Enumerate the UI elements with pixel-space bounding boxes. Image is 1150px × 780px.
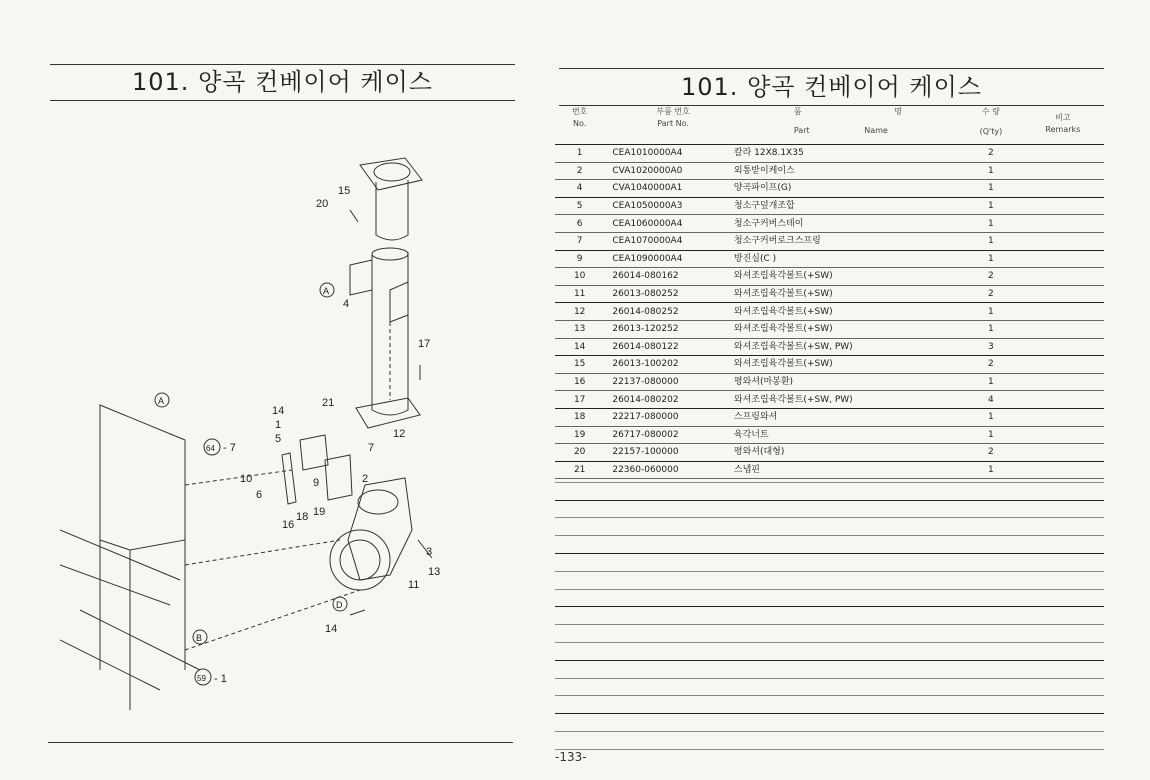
cell-qty: 2 bbox=[988, 289, 994, 300]
table-row bbox=[555, 162, 1104, 180]
blank-line bbox=[555, 679, 1104, 697]
cell-part-no: CEA1050000A3 bbox=[612, 201, 683, 212]
cell-no: 6 bbox=[576, 218, 583, 229]
blank-line bbox=[555, 607, 1104, 625]
cell-qty: 2 bbox=[988, 271, 994, 282]
callout-4: 4 bbox=[343, 298, 350, 310]
cell-no: 10 bbox=[573, 271, 586, 282]
blank-line bbox=[555, 536, 1104, 554]
cell-remarks bbox=[1022, 180, 1104, 198]
blank-line bbox=[555, 501, 1104, 519]
hopper-side bbox=[100, 405, 185, 710]
cell-qty: 1 bbox=[988, 218, 994, 229]
callout-21: 21 bbox=[322, 397, 335, 409]
left-page bbox=[0, 0, 560, 780]
cell-remarks bbox=[1022, 145, 1104, 163]
cell-part-name: 청소구덮개조합 bbox=[733, 201, 795, 212]
cell-part-no: 22217-080000 bbox=[612, 412, 679, 423]
cell-part-name: 와셔조립육각볼트(+SW) bbox=[733, 271, 833, 282]
cell-qty: 1 bbox=[988, 236, 994, 247]
cell-part-name: 스냅핀 bbox=[733, 464, 760, 475]
cell-no: 20 bbox=[573, 447, 586, 458]
cell-remarks bbox=[1022, 285, 1104, 303]
callout-64: 64 bbox=[206, 444, 215, 453]
cell-qty: 1 bbox=[988, 324, 994, 335]
blank-line bbox=[555, 732, 1104, 750]
callout-b: B bbox=[196, 633, 203, 643]
callout-10: 10 bbox=[240, 473, 253, 485]
cell-part-no: 26014-080202 bbox=[612, 394, 679, 405]
blank-line bbox=[555, 625, 1104, 643]
callout-14b: 14 bbox=[325, 623, 338, 635]
cell-part-name: 와셔조립육각볼트(+SW) bbox=[733, 306, 833, 317]
callout-7a: - 7 bbox=[223, 442, 236, 454]
case-opening bbox=[358, 490, 398, 514]
table-row bbox=[555, 373, 1104, 391]
callout-14a: 14 bbox=[272, 405, 285, 417]
main-pipe-shape bbox=[372, 252, 408, 415]
cell-remarks bbox=[1022, 320, 1104, 338]
callout-1: 1 bbox=[275, 419, 282, 431]
cell-no: 4 bbox=[576, 183, 583, 194]
callout-59: 59 bbox=[197, 674, 206, 683]
cell-remarks bbox=[1022, 356, 1104, 374]
callout-d: D bbox=[336, 600, 343, 610]
cell-part-name: 와셔조립육각볼트(+SW) bbox=[733, 289, 833, 300]
callout-18: 18 bbox=[296, 511, 309, 523]
cell-remarks bbox=[1022, 250, 1104, 268]
table-row bbox=[555, 145, 1104, 163]
callout-1b: - 1 bbox=[214, 673, 227, 685]
cell-part-name: 스프링와셔 bbox=[733, 412, 778, 423]
callout-6: 6 bbox=[256, 489, 263, 501]
exploded-parts-diagram bbox=[60, 110, 510, 710]
table-row bbox=[555, 444, 1104, 462]
hopper-outline bbox=[100, 405, 185, 550]
cell-qty: 1 bbox=[988, 201, 994, 212]
cell-part-name: 칼라 12X8.1X35 bbox=[733, 148, 804, 159]
cell-no: 15 bbox=[573, 359, 586, 370]
right-page bbox=[555, 0, 1150, 780]
blank-line bbox=[555, 590, 1104, 608]
callout-17: 17 bbox=[418, 338, 431, 350]
table-row bbox=[555, 320, 1104, 338]
cell-remarks bbox=[1022, 215, 1104, 233]
cell-part-no: CVA1020000A0 bbox=[612, 165, 683, 176]
cell-qty: 2 bbox=[988, 447, 994, 458]
cell-qty: 1 bbox=[988, 377, 994, 388]
main-pipe-top bbox=[372, 248, 408, 260]
header-remarks: 비고 Remarks bbox=[1045, 113, 1081, 134]
blank-line bbox=[555, 714, 1104, 732]
case-round-inner bbox=[340, 540, 380, 580]
cover-part-5 bbox=[300, 435, 328, 470]
cell-qty: 1 bbox=[988, 253, 994, 264]
callout-3: 3 bbox=[426, 546, 433, 558]
seal-part-9 bbox=[325, 455, 352, 500]
table-row bbox=[555, 338, 1104, 356]
table-row bbox=[555, 180, 1104, 198]
parts-table bbox=[555, 106, 1104, 479]
cell-part-no: 26014-080252 bbox=[612, 306, 679, 317]
blank-line bbox=[555, 518, 1104, 536]
blank-line bbox=[555, 572, 1104, 590]
case-round-part bbox=[330, 530, 390, 590]
callout-2: 2 bbox=[362, 473, 369, 485]
callout-15: 15 bbox=[338, 185, 351, 197]
top-flange-opening bbox=[374, 163, 410, 181]
blank-line bbox=[555, 483, 1104, 501]
callout-9: 9 bbox=[313, 477, 320, 489]
cell-part-name: 양곡파이프(G) bbox=[733, 183, 792, 194]
header-part-name: 품 명 Part Name bbox=[793, 107, 902, 135]
cell-qty: 3 bbox=[988, 341, 994, 352]
cell-part-no: 26717-080002 bbox=[612, 429, 679, 440]
cell-remarks bbox=[1022, 197, 1104, 215]
cell-part-no: 26014-080122 bbox=[612, 341, 679, 352]
cell-part-no: CEA1060000A4 bbox=[612, 218, 683, 229]
cell-qty: 1 bbox=[988, 464, 994, 475]
table-row bbox=[555, 356, 1104, 374]
parts-table-header bbox=[555, 106, 1104, 145]
cell-qty: 1 bbox=[988, 306, 994, 317]
cell-no: 5 bbox=[576, 201, 583, 212]
cell-remarks bbox=[1022, 373, 1104, 391]
blank-ruled-lines bbox=[555, 465, 1104, 750]
cell-remarks bbox=[1022, 338, 1104, 356]
cell-part-no: 26013-100202 bbox=[612, 359, 679, 370]
left-bottom-rule bbox=[48, 742, 513, 743]
cell-part-no: 22360-060000 bbox=[612, 464, 679, 475]
cell-no: 18 bbox=[573, 412, 586, 423]
cell-part-no: CEA1070000A4 bbox=[612, 236, 683, 247]
diagram-page-title: 101. 양곡 컨베이어 케이스 bbox=[50, 64, 515, 101]
cell-remarks bbox=[1022, 232, 1104, 250]
table-row bbox=[555, 250, 1104, 268]
header-part-no: 부품 번호 Part No. bbox=[656, 107, 690, 128]
header-qty: 수 량 (Q'ty) bbox=[979, 107, 1003, 136]
cell-part-name: 외통받이케이스 bbox=[733, 165, 795, 176]
page-number: -133- bbox=[555, 750, 587, 764]
cell-part-no: 26013-080252 bbox=[612, 289, 679, 300]
cell-qty: 1 bbox=[988, 412, 994, 423]
cell-part-no: 26013-120252 bbox=[612, 324, 679, 335]
cell-part-no: 22137-080000 bbox=[612, 377, 679, 388]
callout-13: 13 bbox=[428, 566, 441, 578]
table-row bbox=[555, 197, 1104, 215]
parts-table-body bbox=[555, 145, 1104, 479]
callout-19: 19 bbox=[313, 506, 326, 518]
pipe-bracket-a bbox=[350, 260, 372, 295]
cell-no: 11 bbox=[573, 289, 586, 300]
blank-line bbox=[555, 696, 1104, 714]
cell-remarks bbox=[1022, 391, 1104, 409]
table-row bbox=[555, 285, 1104, 303]
cell-part-no: CEA1090000A4 bbox=[612, 253, 683, 264]
cell-qty: 1 bbox=[988, 183, 994, 194]
cell-no: 13 bbox=[573, 324, 586, 335]
cell-remarks bbox=[1022, 268, 1104, 286]
cell-no: 1 bbox=[576, 148, 583, 159]
table-row bbox=[555, 391, 1104, 409]
cell-remarks bbox=[1022, 426, 1104, 444]
cell-part-name: 와셔조립육각볼트(+SW, PW) bbox=[733, 394, 853, 405]
callout-5: 5 bbox=[275, 433, 282, 445]
cell-part-name: 평와셔(마봉환) bbox=[733, 377, 794, 388]
case-body-shape bbox=[348, 478, 412, 580]
blank-line bbox=[555, 465, 1104, 483]
cell-no: 9 bbox=[576, 253, 583, 264]
cell-no: 19 bbox=[573, 429, 586, 440]
cell-no: 12 bbox=[573, 306, 586, 317]
bolt-14 bbox=[350, 610, 365, 615]
cell-part-name: 와셔조립육각볼트(+SW) bbox=[733, 359, 833, 370]
cell-part-name: 와셔조립육각볼트(+SW) bbox=[733, 324, 833, 335]
cell-part-no: CVA1040000A1 bbox=[612, 183, 683, 194]
cell-qty: 2 bbox=[988, 359, 994, 370]
cell-part-no: 22157-100000 bbox=[612, 447, 679, 458]
callout-a-1: A bbox=[323, 286, 330, 296]
cell-remarks bbox=[1022, 162, 1104, 180]
blank-line bbox=[555, 661, 1104, 679]
cell-part-name: 육각너트 bbox=[733, 429, 769, 440]
parts-page-title: 101. 양곡 컨베이어 케이스 bbox=[559, 68, 1104, 106]
cell-part-no: CEA1010000A4 bbox=[612, 148, 683, 159]
callout-7b: 7 bbox=[368, 442, 375, 454]
cell-no: 7 bbox=[576, 236, 583, 247]
cell-part-name: 평와셔(대형) bbox=[733, 447, 785, 458]
cell-no: 2 bbox=[576, 165, 583, 176]
cell-remarks bbox=[1022, 408, 1104, 426]
cell-no: 21 bbox=[573, 464, 586, 475]
cell-qty: 1 bbox=[988, 429, 994, 440]
callout-12: 12 bbox=[393, 428, 406, 440]
cell-part-name: 방진실(C ) bbox=[733, 253, 777, 264]
table-row bbox=[555, 426, 1104, 444]
table-row bbox=[555, 232, 1104, 250]
cell-part-no: 26014-080162 bbox=[612, 271, 679, 282]
cell-qty: 1 bbox=[988, 165, 994, 176]
cell-qty: 4 bbox=[988, 394, 994, 405]
table-row bbox=[555, 303, 1104, 321]
table-row bbox=[555, 408, 1104, 426]
table-row bbox=[555, 215, 1104, 233]
stay-part-6 bbox=[282, 453, 296, 504]
pipe-bracket-b bbox=[390, 282, 408, 322]
blank-line bbox=[555, 554, 1104, 572]
callout-11: 11 bbox=[408, 579, 420, 591]
callout-a-2: A bbox=[158, 396, 165, 406]
cell-part-name: 청소구커버스테이 bbox=[733, 218, 804, 229]
blank-line bbox=[555, 643, 1104, 661]
header-no: 번호 No. bbox=[571, 107, 588, 128]
cell-part-name: 청소구커버로크스프링 bbox=[733, 236, 821, 247]
callout-20: 20 bbox=[316, 198, 329, 210]
cell-remarks bbox=[1022, 444, 1104, 462]
cell-remarks bbox=[1022, 303, 1104, 321]
bolt-15 bbox=[350, 210, 358, 222]
cell-qty: 2 bbox=[988, 148, 994, 159]
cell-no: 16 bbox=[573, 377, 586, 388]
table-row bbox=[555, 268, 1104, 286]
cell-no: 17 bbox=[573, 394, 586, 405]
callout-16: 16 bbox=[282, 519, 295, 531]
cell-part-name: 와셔조립육각볼트(+SW, PW) bbox=[733, 341, 853, 352]
cell-no: 14 bbox=[573, 341, 586, 352]
lower-flange-shape bbox=[356, 398, 420, 428]
